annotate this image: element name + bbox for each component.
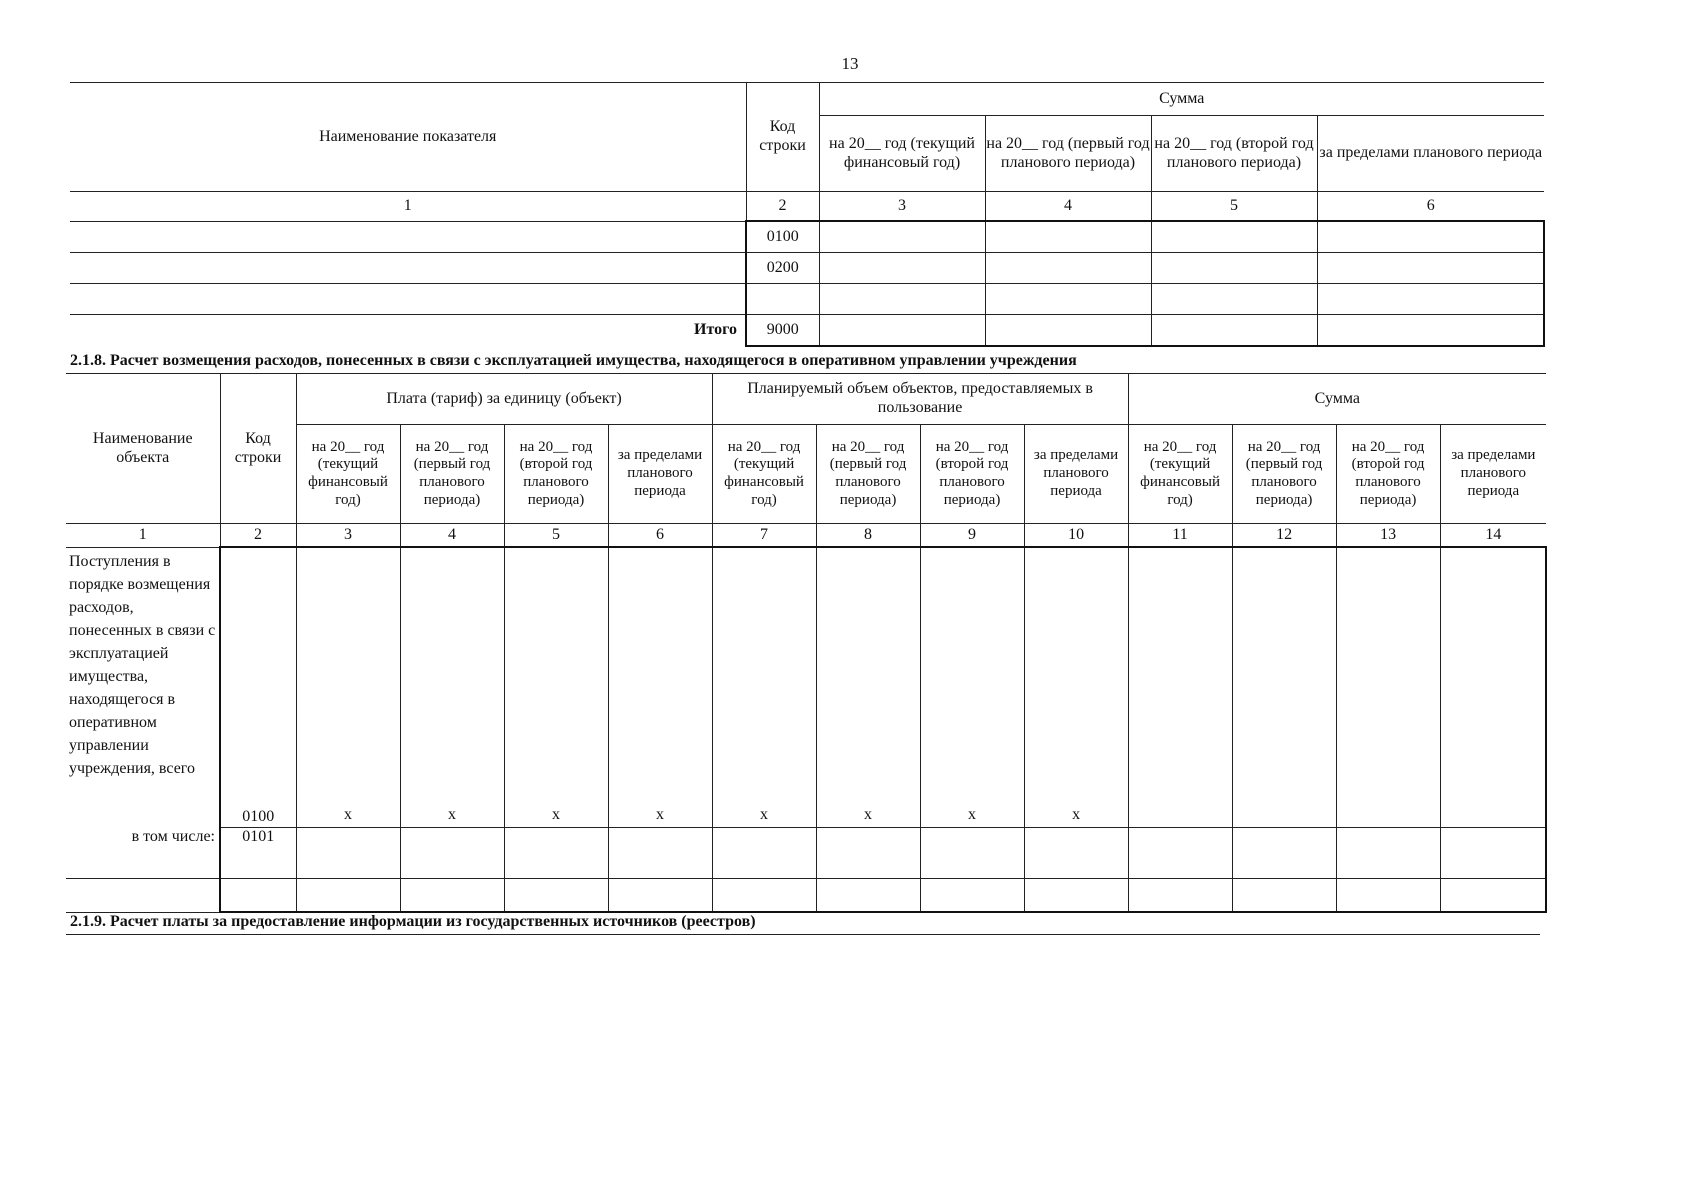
value-cell[interactable]	[816, 828, 920, 879]
value-cell[interactable]	[1317, 221, 1544, 253]
value-cell[interactable]	[608, 828, 712, 879]
row-code: 0200	[746, 253, 819, 284]
mark-cell: x	[920, 547, 1024, 828]
col-number-5: 5	[1151, 192, 1317, 222]
header-code: Код строки	[220, 374, 296, 524]
value-cell[interactable]	[920, 879, 1024, 913]
value-cell[interactable]	[1317, 284, 1544, 315]
col-number-3: 3	[296, 524, 400, 548]
row-name-text: Поступления в порядке возмещения расходов, понесенных в связи с эксплуатацией имущества, находящегося в оперативном управлении учреждения, всего	[69, 552, 216, 777]
mark-cell: x	[608, 547, 712, 828]
header-volume-beyond: за пределами планового периода	[1024, 425, 1128, 524]
value-cell[interactable]	[819, 221, 985, 253]
table-row	[70, 221, 1544, 253]
mark-cell: x	[712, 547, 816, 828]
mark-cell: x	[400, 547, 504, 828]
value-cell[interactable]	[1232, 879, 1336, 913]
header-sum-second: на 20__ год (второй год планового периода)	[1336, 425, 1440, 524]
table-row	[66, 879, 1546, 913]
value-cell[interactable]	[400, 879, 504, 913]
reimbursement-table	[66, 373, 1547, 913]
mark-cell: x	[816, 547, 920, 828]
col-number-1: 1	[66, 524, 220, 548]
row-name: в том числе:	[66, 828, 220, 879]
col-number-11: 11	[1128, 524, 1232, 548]
header-volume-second: на 20__ год (второй год планового периода)	[920, 425, 1024, 524]
header-period-current: на 20__ год (текущий финансовый год)	[819, 116, 985, 192]
table-row	[70, 253, 1544, 284]
row-name	[66, 547, 220, 828]
section-title-219: 2.1.9. Расчет платы за предоставление информации из государственных источников (реестров)	[70, 913, 756, 930]
value-cell[interactable]	[920, 828, 1024, 879]
row-name	[70, 284, 746, 315]
mark-cell: x	[504, 547, 608, 828]
header-tariff-current: на 20__ год (текущий финансовый год)	[296, 425, 400, 524]
col-number-7: 7	[712, 524, 816, 548]
col-number-2: 2	[746, 192, 819, 222]
value-cell[interactable]	[296, 828, 400, 879]
row-code	[746, 284, 819, 315]
value-cell[interactable]	[1317, 253, 1544, 284]
value-cell[interactable]	[1232, 828, 1336, 879]
header-sum-beyond: за пределами планового периода	[1440, 425, 1546, 524]
header-sum: Сумма	[819, 83, 1544, 116]
value-cell[interactable]	[819, 315, 985, 347]
col-number-4: 4	[400, 524, 504, 548]
col-number-8: 8	[816, 524, 920, 548]
value-cell[interactable]	[985, 315, 1151, 347]
header-volume-current: на 20__ год (текущий финансовый год)	[712, 425, 816, 524]
value-cell[interactable]	[985, 253, 1151, 284]
header-code: Код строки	[746, 83, 819, 192]
col-number-6: 6	[1317, 192, 1544, 222]
col-number-14: 14	[1440, 524, 1546, 548]
value-cell[interactable]	[400, 828, 504, 879]
value-cell[interactable]	[712, 828, 816, 879]
value-cell[interactable]	[1024, 879, 1128, 913]
value-cell[interactable]	[608, 879, 712, 913]
row-code: 0100	[220, 547, 296, 828]
value-cell[interactable]	[1151, 253, 1317, 284]
value-cell[interactable]	[1151, 315, 1317, 347]
value-cell[interactable]	[1024, 828, 1128, 879]
section-rule	[66, 934, 1540, 935]
header-name: Наименование показателя	[70, 83, 746, 192]
value-cell[interactable]	[819, 253, 985, 284]
value-cell[interactable]	[504, 828, 608, 879]
page-number: 13	[841, 54, 859, 73]
value-cell[interactable]	[504, 879, 608, 913]
header-period-first: на 20__ год (первый год планового периода)	[985, 116, 1151, 192]
value-cell[interactable]	[816, 879, 920, 913]
value-cell[interactable]	[1151, 284, 1317, 315]
col-number-5: 5	[504, 524, 608, 548]
value-cell[interactable]	[1128, 547, 1232, 828]
value-cell[interactable]	[1440, 547, 1546, 828]
col-number-10: 10	[1024, 524, 1128, 548]
col-number-2: 2	[220, 524, 296, 548]
col-number-9: 9	[920, 524, 1024, 548]
mark-cell: x	[296, 547, 400, 828]
header-period-second: на 20__ год (второй год планового периода)	[1151, 116, 1317, 192]
value-cell[interactable]	[1440, 879, 1546, 913]
value-cell[interactable]	[1440, 828, 1546, 879]
header-group-tariff: Плата (тариф) за единицу (объект)	[296, 374, 712, 425]
table-row	[70, 284, 1544, 315]
value-cell[interactable]	[296, 879, 400, 913]
value-cell[interactable]	[1336, 879, 1440, 913]
value-cell[interactable]	[985, 284, 1151, 315]
value-cell[interactable]	[712, 879, 816, 913]
value-cell[interactable]	[985, 221, 1151, 253]
header-sum-first: на 20__ год (первый год планового периода)	[1232, 425, 1336, 524]
value-cell[interactable]	[1128, 879, 1232, 913]
row-code: 0101	[220, 828, 296, 879]
col-number-3: 3	[819, 192, 985, 222]
section-title-218: 2.1.8. Расчет возмещения расходов, понесенных в связи с эксплуатацией имущества, находящегося в оперативном управлении учреждения	[70, 352, 1077, 369]
value-cell[interactable]	[1336, 828, 1440, 879]
header-tariff-beyond: за пределами планового периода	[608, 425, 712, 524]
row-code	[220, 879, 296, 913]
header-sum-current: на 20__ год (текущий финансовый год)	[1128, 425, 1232, 524]
header-volume-first: на 20__ год (первый год планового периода)	[816, 425, 920, 524]
value-cell[interactable]	[1336, 547, 1440, 828]
header-tariff-second: на 20__ год (второй год планового периода)	[504, 425, 608, 524]
col-number-1: 1	[70, 192, 746, 222]
col-number-4: 4	[985, 192, 1151, 222]
value-cell[interactable]	[1317, 315, 1544, 347]
table-row	[66, 547, 1546, 828]
value-cell[interactable]	[819, 284, 985, 315]
total-code: 9000	[746, 315, 819, 347]
header-tariff-first: на 20__ год (первый год планового периода)	[400, 425, 504, 524]
value-cell[interactable]	[1232, 547, 1336, 828]
header-group-sum: Сумма	[1128, 374, 1546, 425]
header-period-beyond: за пределами планового периода	[1317, 116, 1544, 192]
value-cell[interactable]	[1151, 221, 1317, 253]
table-row-total	[70, 315, 1544, 347]
value-cell[interactable]	[1128, 828, 1232, 879]
total-label: Итого	[694, 321, 737, 339]
row-code: 0100	[746, 221, 819, 253]
row-name	[70, 253, 746, 284]
header-group-volume: Планируемый объем объектов, предоставляемых в пользование	[712, 374, 1128, 425]
col-number-6: 6	[608, 524, 712, 548]
col-number-13: 13	[1336, 524, 1440, 548]
row-name	[70, 221, 746, 253]
table-row	[66, 828, 1546, 879]
indicator-table	[70, 82, 1545, 347]
header-object-name: Наименование объекта	[66, 374, 220, 524]
col-number-12: 12	[1232, 524, 1336, 548]
mark-cell: x	[1024, 547, 1128, 828]
row-name	[66, 879, 220, 913]
